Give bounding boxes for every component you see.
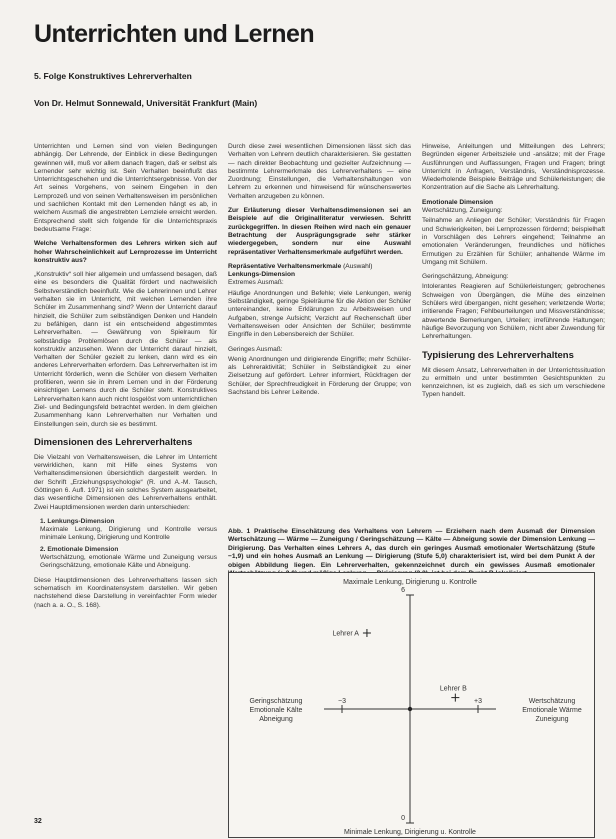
coordinate-diagram-svg xyxy=(229,573,596,839)
y-tick-label-top: 6 xyxy=(401,587,405,594)
subheading-text: Repräsentative Verhaltensmerkmale xyxy=(228,262,342,270)
author-line: Von Dr. Helmut Sonnewald, Universität Frankfurt (Main) xyxy=(34,98,258,108)
column-1 xyxy=(34,143,217,616)
list-item-heading: 1. Lenkungs-Dimension xyxy=(40,517,115,525)
bold-paragraph: Zur Erläuterung dieser Verhaltensdimensionen sei an Beispiele auf die Originalliteratur verwiesen. Schritt zurückgegriffen. In diesen Reihen wird nach ein genauer Betrachtung der Ausprägungsgrade sehr stärker wiedergegeben, sondern nur eine Auswahl repräsentativer Verhaltensmerkmale aufgeführt werden. xyxy=(228,207,411,256)
label: Geringes Ausmaß: xyxy=(228,345,283,353)
x-tick-label-right: +3 xyxy=(474,698,482,705)
figure-coordinate-diagram xyxy=(228,572,595,838)
paragraph: Die Vielzahl von Verhaltensweisen, die Lehrer im Unterricht verwirklichen, kann mit Hilfe eines Systems von Verhaltensdimensionen übersichtlich dargestellt werden. In der Schrift „Erziehungspsychologie“ (R. und A.-M. Tausch, Göttingen 6. Aufl. 1971) ist ein solches System ausgearbeitet, das wesentliche Dimensionen des Lehrerverhaltens enthält. Zwei Hauptdimensionen werden darin unterschieden: xyxy=(34,453,217,511)
top-axis-label: Maximale Lenkung, Dirigierung u. Kontrolle xyxy=(343,579,477,586)
label: Wertschätzung, Zuneigung: xyxy=(422,207,503,215)
right-axis-label-3: Zuneigung xyxy=(535,716,569,723)
subheading-aside: (Auswahl) xyxy=(343,262,373,270)
article-title: Unterrichten und Lernen xyxy=(34,20,315,48)
list-item-text: Maximale Lenkung, Dirigierung und Kontrolle versus minimale Lenkung, Dirigierung und Kontrolle xyxy=(40,526,217,542)
paragraph: Durch diese zwei wesentlichen Dimensionen lässt sich das Verhalten von Lehrern deutlich charakterisieren. Sie gestatten — nach direkter Beobachtung und gezielter Aufzeichnung — bestimmte Lehrermerkmale des Lehrerverhaltens — eine Zuordnung; Einstellungen, die Verhaltenshaltungen von Lehrern zu erkennen und hinweisend für wünschenswertes Verhalten anzugeben zu können. xyxy=(228,143,411,200)
list-item-text: Wertschätzung, emotionale Wärme und Zuneigung versus Geringschätzung, emotionale Kälte und Abneigung. xyxy=(40,554,217,570)
right-axis-label-2: Emotionale Wärme xyxy=(522,707,582,714)
list-item-heading: 2. Emotionale Dimension xyxy=(40,545,119,553)
point-a-label: Lehrer A xyxy=(332,630,359,638)
paragraph: Teilnahme an Anliegen der Schüler; Verständnis für Fragen und Schwierigkeiten, bei Lernprozessen fördernd; beispielhaft in Vorschlägen des Lehrers eingehend; Teilnahme an emotionalen Veränderungen, freundliches und höfliches Ermutigen zu Erzählen für Schüler; anhaltende Wärme im Umgang mit Schülern. xyxy=(422,217,605,266)
y-tick-label-bottom: 0 xyxy=(401,815,405,822)
point-teacher-b xyxy=(451,694,459,702)
guiding-question: Welche Verhaltensformen des Lehrers wirken sich auf hoher Wahrscheinlichkeit auf Lernprozesse im Unterricht konstruktiv aus? xyxy=(34,240,217,264)
x-tick-label-left: −3 xyxy=(338,698,346,705)
section-heading: Dimensionen des Lehrerverhaltens xyxy=(34,436,193,448)
subheading xyxy=(228,263,411,271)
paragraph: Hinweise, Anleitungen und Mitteilungen des Lehrers; Begründen eigener Arbeitsziele und -ansätze; mit der Frage Ausführungen und Auffassungen, Fragen und Fragen; bringt Unterricht in Anfragen, Verständnis, Verständnisprozesse. Wiederholende Beispiele Beiträge und Schülerleistungen; die Konzentration auf die Sache als Lehrerhaltung. xyxy=(422,143,605,192)
paragraph: Diese Hauptdimensionen des Lehrerverhaltens lassen sich schematisch im Koordinatensystem darstellen. Wir geben nachstehend diese Darstellung in vereinfachter Form wieder (nach a. a. O., S. 168). xyxy=(34,576,217,609)
figure-caption: Abb. 1 Praktische Einschätzung des Verhaltens von Lehrern — Erziehern nach dem Ausmaß der Dimension Wertschätzung — Wärme — Zuneigung / Geringschätzung — Kälte — Abneigung sowie der Dimension Lenkung — Dirigierung. Das Verhalten eines Lehrers A, das durch ein geringes Ausmaß emotionaler Wertschätzung (Stufe −1,9) und ein hohes Ausmaß an Lenkung — Dirigierung (Stufe 5,0) charakterisiert ist, wird bei dem Punkt A der obigen Abbildung liegen. Ein Lehrerverhalten, gekennzeichnet durch ein gewisses Ausmaß emotionaler xyxy=(228,528,595,569)
paragraph: Unterrichten und Lernen sind von vielen Bedingungen abhängig. Der Lehrende, der Einblick in diese Bedingungen gewinnen will, muß vor allem danach fragen, daß er selbst als Lernender sehr wichtig ist. Sein Verhalten beeinflußt das Unterrichtsgeschehen und die Unterrichtsergebnisse. Von der Art seines Vorgehens, von seinem Eingehen in den Lernprozeß und von seinen Verhaltensweisen im persönlichen und sachlichen Kontakt mit den Lernenden hängt es ab, in welchem Ausmaß die angestrebten Lernziele erreicht werden. Entsprechend stellt sich folgende für die Unterrichtspraxis bedeutsame Frage: xyxy=(34,143,217,233)
left-axis-label-2: Emotionale Kälte xyxy=(249,707,303,714)
subheading: Lenkungs-Dimension xyxy=(228,271,296,279)
column-3 xyxy=(422,143,605,406)
right-axis-label-1: Wertschätzung xyxy=(528,698,576,705)
point-teacher-a xyxy=(363,629,371,637)
point-b-label: Lehrer B xyxy=(439,685,467,693)
origin-dot xyxy=(408,707,412,711)
column-2 xyxy=(228,143,411,403)
series-label: 5. Folge Konstruktives Lehrerverhalten xyxy=(34,71,192,81)
paragraph: Häufige Anordnungen und Befehle; viele Lenkungen, wenig Selbständigkeit, geringe Spielräume für die Aktion der Schüler untereinander, keine Erklärungen zu Arbeitsweisen und Aufgaben, strenge Aufsicht; Verzicht auf Rechenschaft über Verhaltensweisen oder Ansichten der Schüler; bestimmte Eingriffe in den Lebensbereich der Schüler. xyxy=(228,289,411,339)
label: Extremes Ausmaß: xyxy=(228,279,284,287)
bottom-axis-label: Minimale Lenkung, Dirigierung u. Kontrolle xyxy=(344,829,476,836)
dimension-list xyxy=(34,518,217,571)
page-number: 32 xyxy=(34,818,42,825)
label: Geringschätzung, Abneigung: xyxy=(422,273,509,281)
paragraph: „Konstruktiv“ soll hier allgemein und umfassend besagen, daß eine es besonders die Qualität fördert und nachweislich Selbstverständlich beeinflußt. Wie die Lehrerinnen und Lehrer verhalten sie im Unterricht, mit welchen Lernenden ihre Schüler im Zusammenhang sind? Wenn der Unterricht darauf hinzielt, die Schüler zum selbständigen Denken und Handeln zu befähigen, dann ist ein entscheidend abgestimmtes Lehrerverhalten. — Gewährung von Spielraum für selbständige Problemlösen durch die Schüler — als konstruktiv anzusehen. Wenn der Unterricht darauf hinzielt, Verhalten der Schüler gezielt zu lenken, dann wird es ein anderes Lehrerverhalten erfordern. Das Lehrerverhalten ist im Unterricht förderlich, wenn die Schüler von diesem Verhalten profitieren, wenn sie in ihrem Lernen und in der Förderung einsichtigen Lernens durch die Schüler steht. Konstruktives Lehrerverhalten kann auch nicht losgelöst vom unterrichtlichen Ziel- und Bedingungsfeld betrachtet werden. In dem gleichen Zusammenhang kann Lehrerverhalten nur Verhalten und Einstellungen sein, durch sie es bestimmt. xyxy=(34,271,217,428)
section-heading: Typisierung des Lehrerverhaltens xyxy=(422,349,574,361)
left-axis-label-3: Abneigung xyxy=(259,716,293,723)
paragraph: Intolerantes Reagieren auf Schülerleistungen; gebrochenes Schweigen von Übergängen, die Mühe des einzelnen Schülers wird übergangen, nicht gesehen; verletzende Worte; irritierende Fragen; Fehlbeurteilungen und Missverständnisse; abwertende Bemerkungen, Urteilen; irreführende Haltungen; häufige Bevorzugung von Schülern, nicht aber Zuwendung für Lehrerhaltungen. xyxy=(422,283,605,341)
list-item xyxy=(40,546,217,571)
left-axis-label-1: Geringschätzung xyxy=(249,698,303,705)
list-item xyxy=(40,518,217,543)
paragraph: Mit diesem Ansatz, Lehrerverhalten in der Unterrichtssituation zu ermitteln und unter bestimmten Gesichtspunkten zu kennzeichnen, ist es zugleich, daß es sich um verschiedene Typen handelt. xyxy=(422,366,605,399)
paragraph: Wenig Anordnungen und dirigierende Eingriffe; mehr Schüler- als Lehreraktivität; Schüler in Selbständigkeit zu einer Zielsetzung auf gefördert. Lehrer informiert, Rückfragen der Schüler, der Sprechfreudigkeit in Förderung der Gruppe; von Sachstand bis Lehrer Leitende. xyxy=(228,355,411,397)
subheading: Emotionale Dimension xyxy=(422,198,494,206)
